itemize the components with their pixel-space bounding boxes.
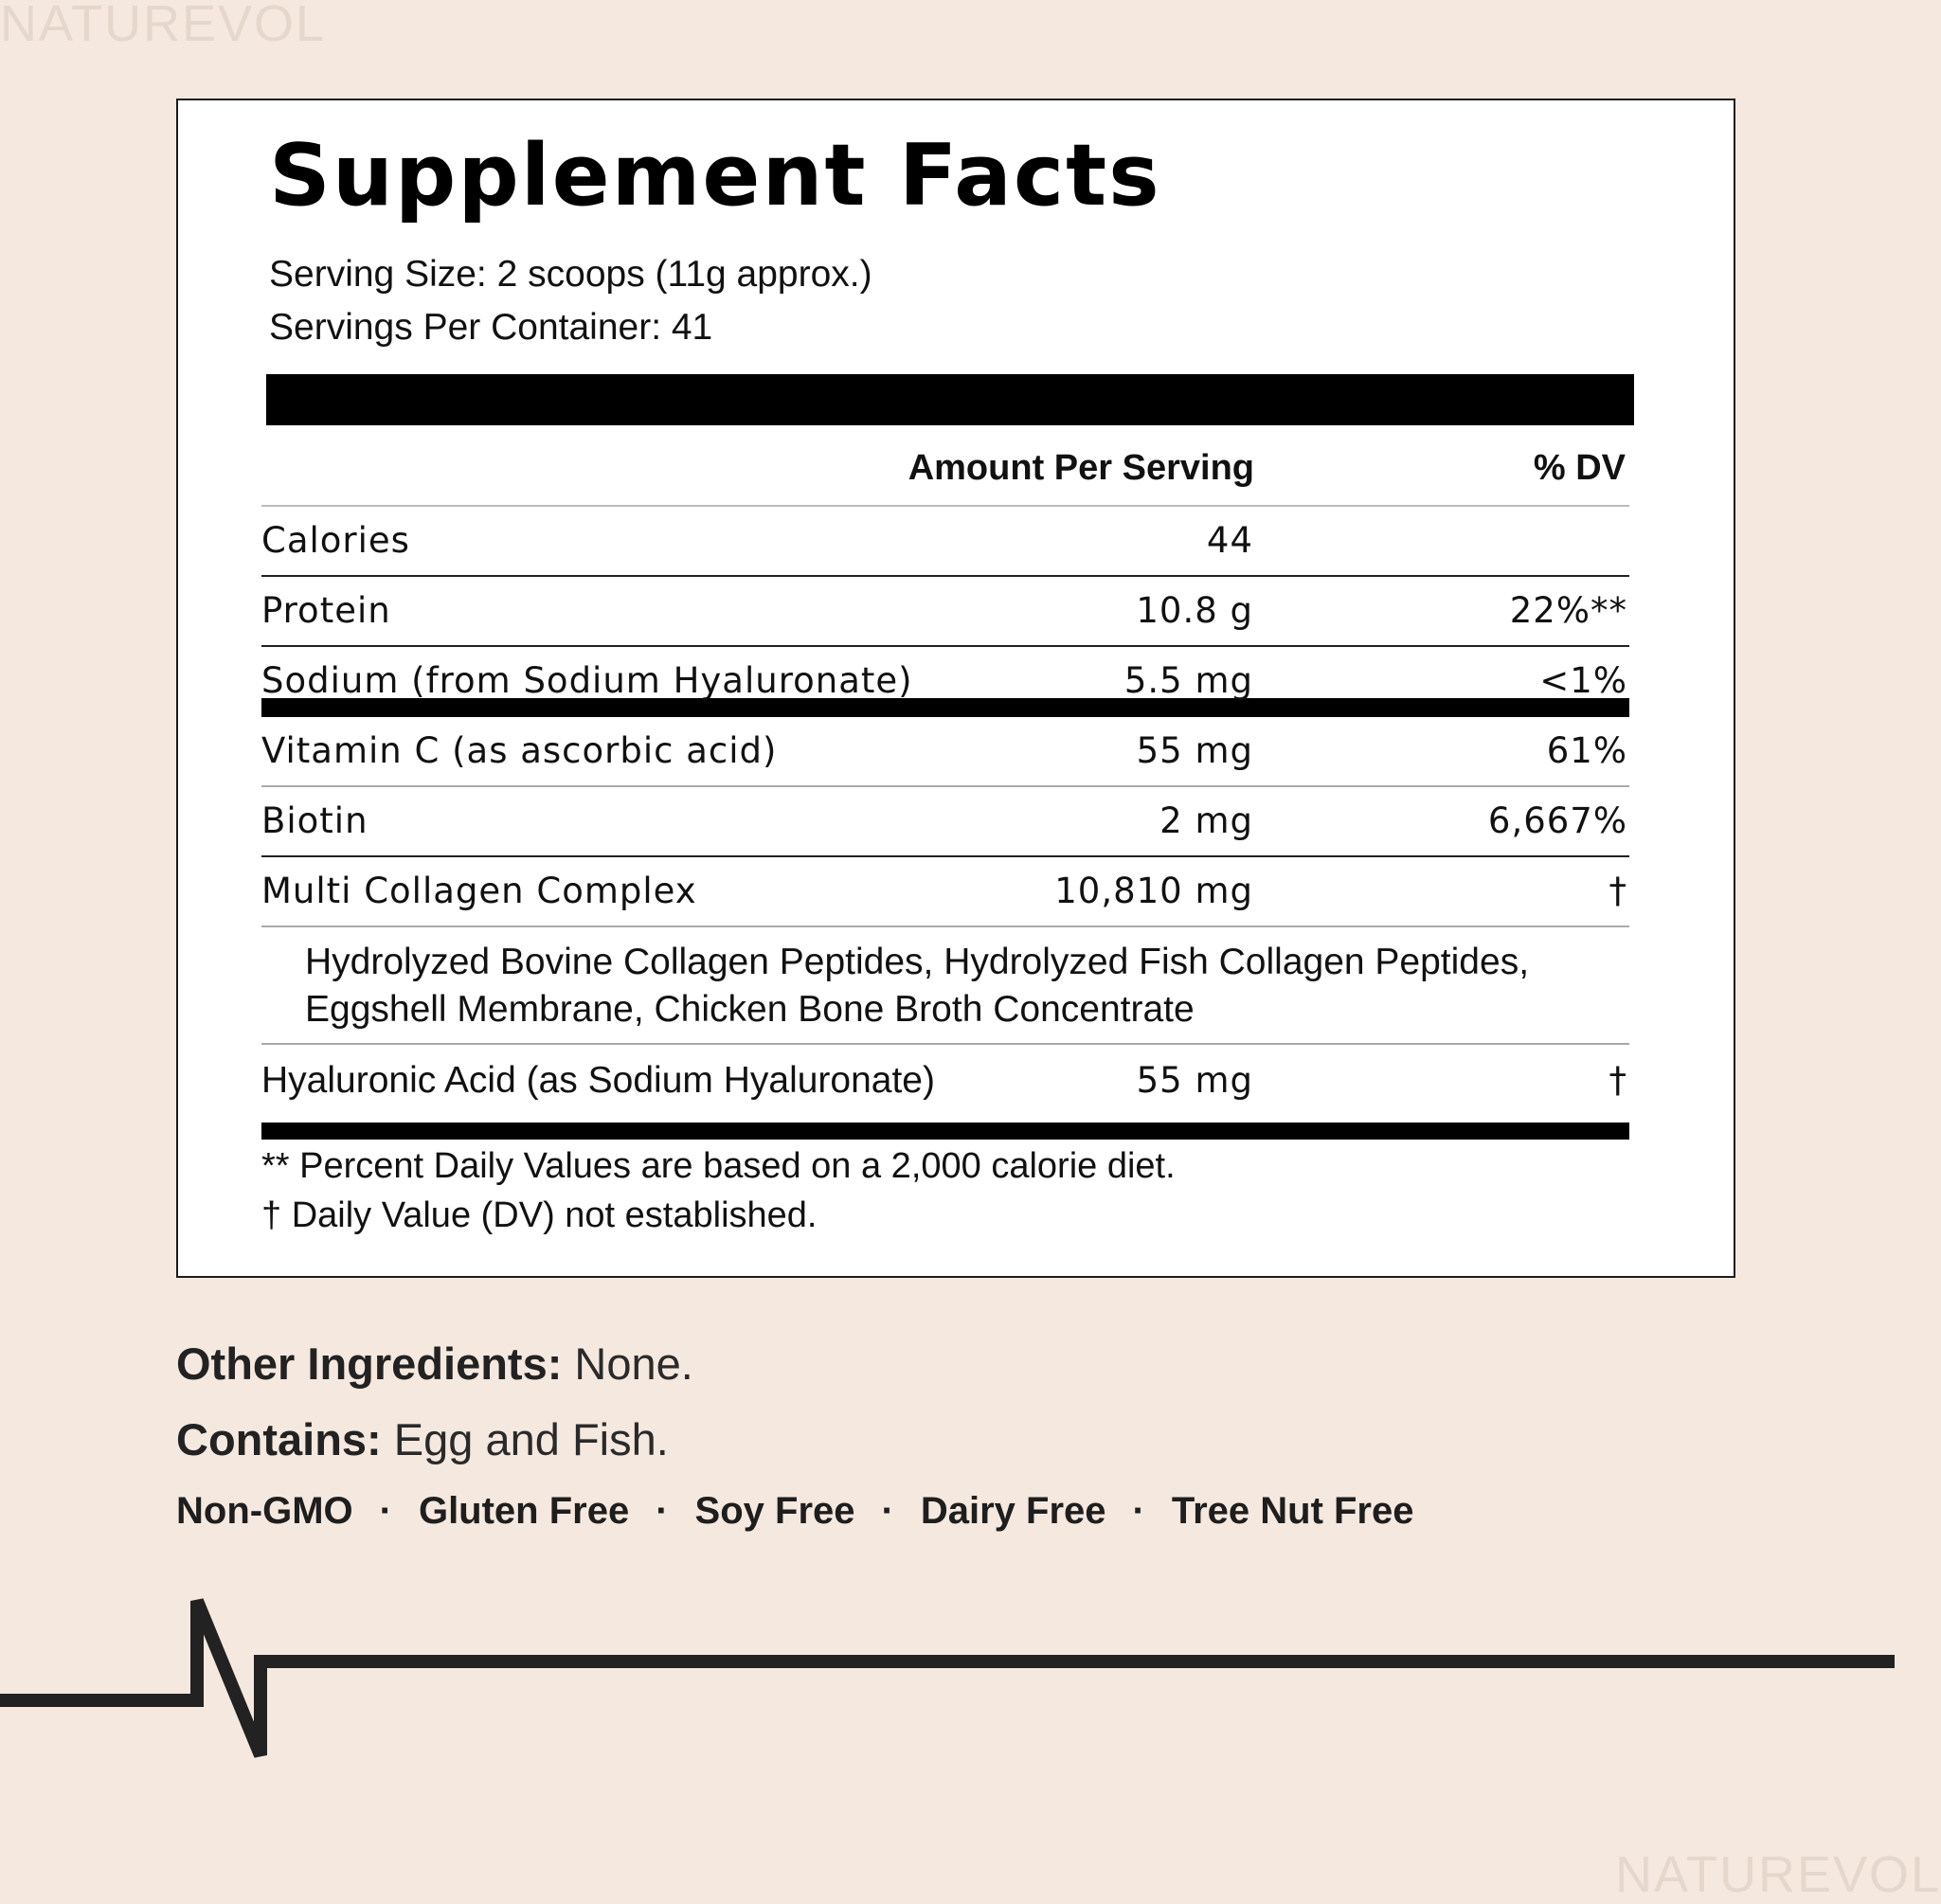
watermark-top: NATUREVOL <box>0 0 327 52</box>
zigzag-line-decoration <box>0 1582 1895 1771</box>
supplement-facts-panel <box>176 99 1735 1278</box>
header-amount-per-serving: Amount Per Serving <box>908 448 1254 488</box>
nutrient-name: Protein <box>261 590 391 631</box>
claim-gluten-free: Gluten Free <box>418 1490 630 1532</box>
nutrient-name: Hyaluronic Acid (as Sodium Hyaluronate) <box>261 1060 935 1101</box>
header-divider-bar <box>266 374 1634 425</box>
collagen-sources-row <box>261 927 1629 1045</box>
nutrient-dv: <1% <box>1539 660 1627 701</box>
allergen-contains <box>176 1413 669 1465</box>
contains-label: Contains: <box>176 1414 382 1464</box>
nutrient-dv: † <box>1609 871 1627 911</box>
table-row-calories <box>261 507 1629 577</box>
table-row-biotin <box>261 787 1629 857</box>
nutrient-dv: 6,667% <box>1487 800 1627 841</box>
zigzag-line-path <box>0 1601 1895 1755</box>
collagen-sources-text: Hydrolyzed Bovine Collagen Peptides, Hydrolyzed Fish Collagen Peptides, Eggshell Membrane, Chicken Bone Broth Concentrate <box>305 942 1530 1030</box>
servings-per-container: Servings Per Container: 41 <box>269 307 713 348</box>
nutrient-amount: 10,810 mg <box>1054 871 1253 911</box>
claim-separator: · <box>656 1490 669 1532</box>
claim-separator: · <box>1132 1490 1145 1532</box>
claim-separator: · <box>881 1490 894 1532</box>
claim-non-gmo: Non-GMO <box>176 1490 353 1532</box>
nutrient-name: Sodium (from Sodium Hyaluronate) <box>261 660 913 701</box>
contains-value: Egg and Fish. <box>381 1414 669 1464</box>
table-row-sodium <box>261 647 1629 717</box>
facts-table <box>261 425 1629 1140</box>
claim-separator: · <box>379 1490 392 1532</box>
nutrient-dv: 61% <box>1546 730 1627 771</box>
nutrient-amount: 55 mg <box>1136 1060 1253 1101</box>
nutrient-amount: 44 <box>1206 520 1253 561</box>
other-ingredients-value: None. <box>562 1338 693 1389</box>
nutrient-dv: 22%** <box>1509 590 1627 631</box>
nutrient-name: Calories <box>261 520 410 561</box>
footnote-dv-not-established: † Daily Value (DV) not established. <box>261 1195 818 1235</box>
nutrient-name: Vitamin C (as ascorbic acid) <box>261 730 778 771</box>
watermark-bottom: NATUREVOL <box>1615 1846 1941 1903</box>
claim-tree-nut-free: Tree Nut Free <box>1171 1490 1414 1532</box>
nutrient-amount: 10.8 g <box>1136 590 1253 631</box>
nutrient-name: Multi Collagen Complex <box>261 871 697 911</box>
table-header <box>261 425 1629 507</box>
table-row-protein <box>261 577 1629 647</box>
claim-dairy-free: Dairy Free <box>920 1490 1106 1532</box>
table-row-hyaluronic-acid <box>261 1045 1629 1140</box>
nutrient-dv: † <box>1609 1060 1627 1101</box>
other-ingredients <box>176 1338 693 1390</box>
other-ingredients-label: Other Ingredients: <box>176 1338 563 1389</box>
panel-title: Supplement Facts <box>269 126 1161 225</box>
nutrient-amount: 55 mg <box>1136 730 1253 771</box>
header-daily-value: % DV <box>1533 448 1626 488</box>
nutrient-amount: 2 mg <box>1159 800 1253 841</box>
serving-size: Serving Size: 2 scoops (11g approx.) <box>269 254 872 295</box>
claim-soy-free: Soy Free <box>694 1490 855 1532</box>
product-claims <box>176 1490 1414 1533</box>
footnote-daily-values: ** Percent Daily Values are based on a 2,000 calorie diet. <box>261 1146 1176 1186</box>
nutrient-amount: 5.5 mg <box>1123 660 1253 701</box>
table-row-vitamin-c <box>261 717 1629 787</box>
table-row-multi-collagen <box>261 857 1629 927</box>
nutrient-name: Biotin <box>261 800 368 841</box>
